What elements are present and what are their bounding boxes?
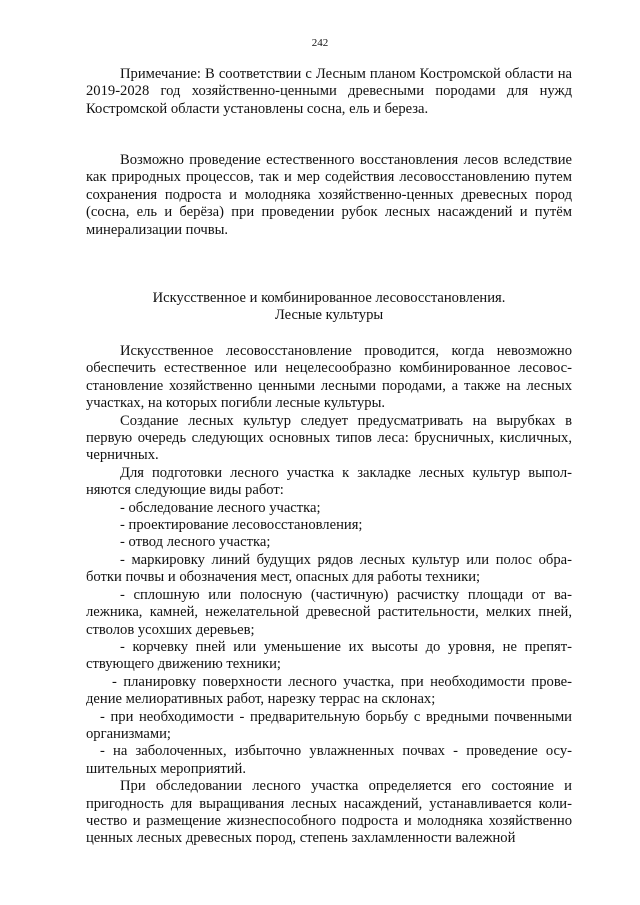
section-heading-line-1: Искусственное и комбинированное лесовосстановления. [152,290,506,306]
paragraph-forest-types: Создание лесных культур следует предусматривать на вырубках в первую очередь следующих основных типов леса: брусничных, кисличных, черничных. [86,412,572,464]
paragraph-preparation-works: Для подготовки лесного участка к закладке лесных культур выполняются следующие виды работ: [86,464,572,499]
section-heading-line-2: Лесные культуры [274,307,384,324]
list-item-work: - обследование лесного участка; [120,499,321,516]
list-item-work: - при необходимости - предварительную борьбу с вредными почвенными организмами; [86,708,572,742]
paragraph-artificial-regeneration: Искусственное лесовосстановление проводится, когда невозможно обеспечить естественное или нецелесообразно комбинированное лесовосстановление хозяйственно ценными лесными породами, а также на лесных участках, на которых погибли лесные культуры. [86,343,572,412]
list-item-work: - маркировку линий будущих рядов лесных культур или полос обработки почвы и обозначения мест, опасных для работы техники; [86,551,572,586]
note-block [86,66,572,118]
page-number: 242 [311,37,329,49]
list-item-work: - сплошную или полосную (частичную) расчистку площади от валежника, камней, нежелательной древесной растительности, мелких пней, стволов усохших деревьев; [86,586,572,638]
note-paragraph: Примечание: В соответствии с Лесным планом Костромской области на 2019-2028 год хозяйственно-ценными древесными породами для нужд Костромской области установлены сосна, ель и береза. [86,66,572,117]
natural-regeneration-paragraph: Возможно проведение естественного восстановления лесов вследствие как природных процессов, так и мер содействия лесовосстановлению путем сохранения подроста и молодняка хозяйственно-ценных древесных пород (сосна, ель и берёза) при проведении рубок лесных насаждений и путём минерализации почвы. [86,152,572,238]
list-item-work: - планировку поверхности лесного участка, при необходимости проведение мелиоративных работ, нарезку террас на склонах; [86,673,572,708]
natural-regeneration-block [86,152,572,239]
list-item-work: - отвод лесного участка; [120,534,271,551]
paragraph-survey: При обследовании лесного участка определяется его состояние и пригодность для выращивания лесных насаждений, устанавливается количество и размещение жизнеспособного подроста и молодняка хозяйственно ценных лесных древесных пород, степень захламленности валежной [86,778,572,847]
list-item-work: - на заболоченных, избыточно увлажненных почвах - проведение осушительных мероприятий. [86,743,572,777]
body-text [86,343,572,848]
list-item-work: - корчевку пней или уменьшение их высоты до уровня, не препятствующего движению техники; [86,638,572,673]
list-item-work: - проектирование лесовосстановления; [120,517,363,534]
section-heading [86,290,572,325]
